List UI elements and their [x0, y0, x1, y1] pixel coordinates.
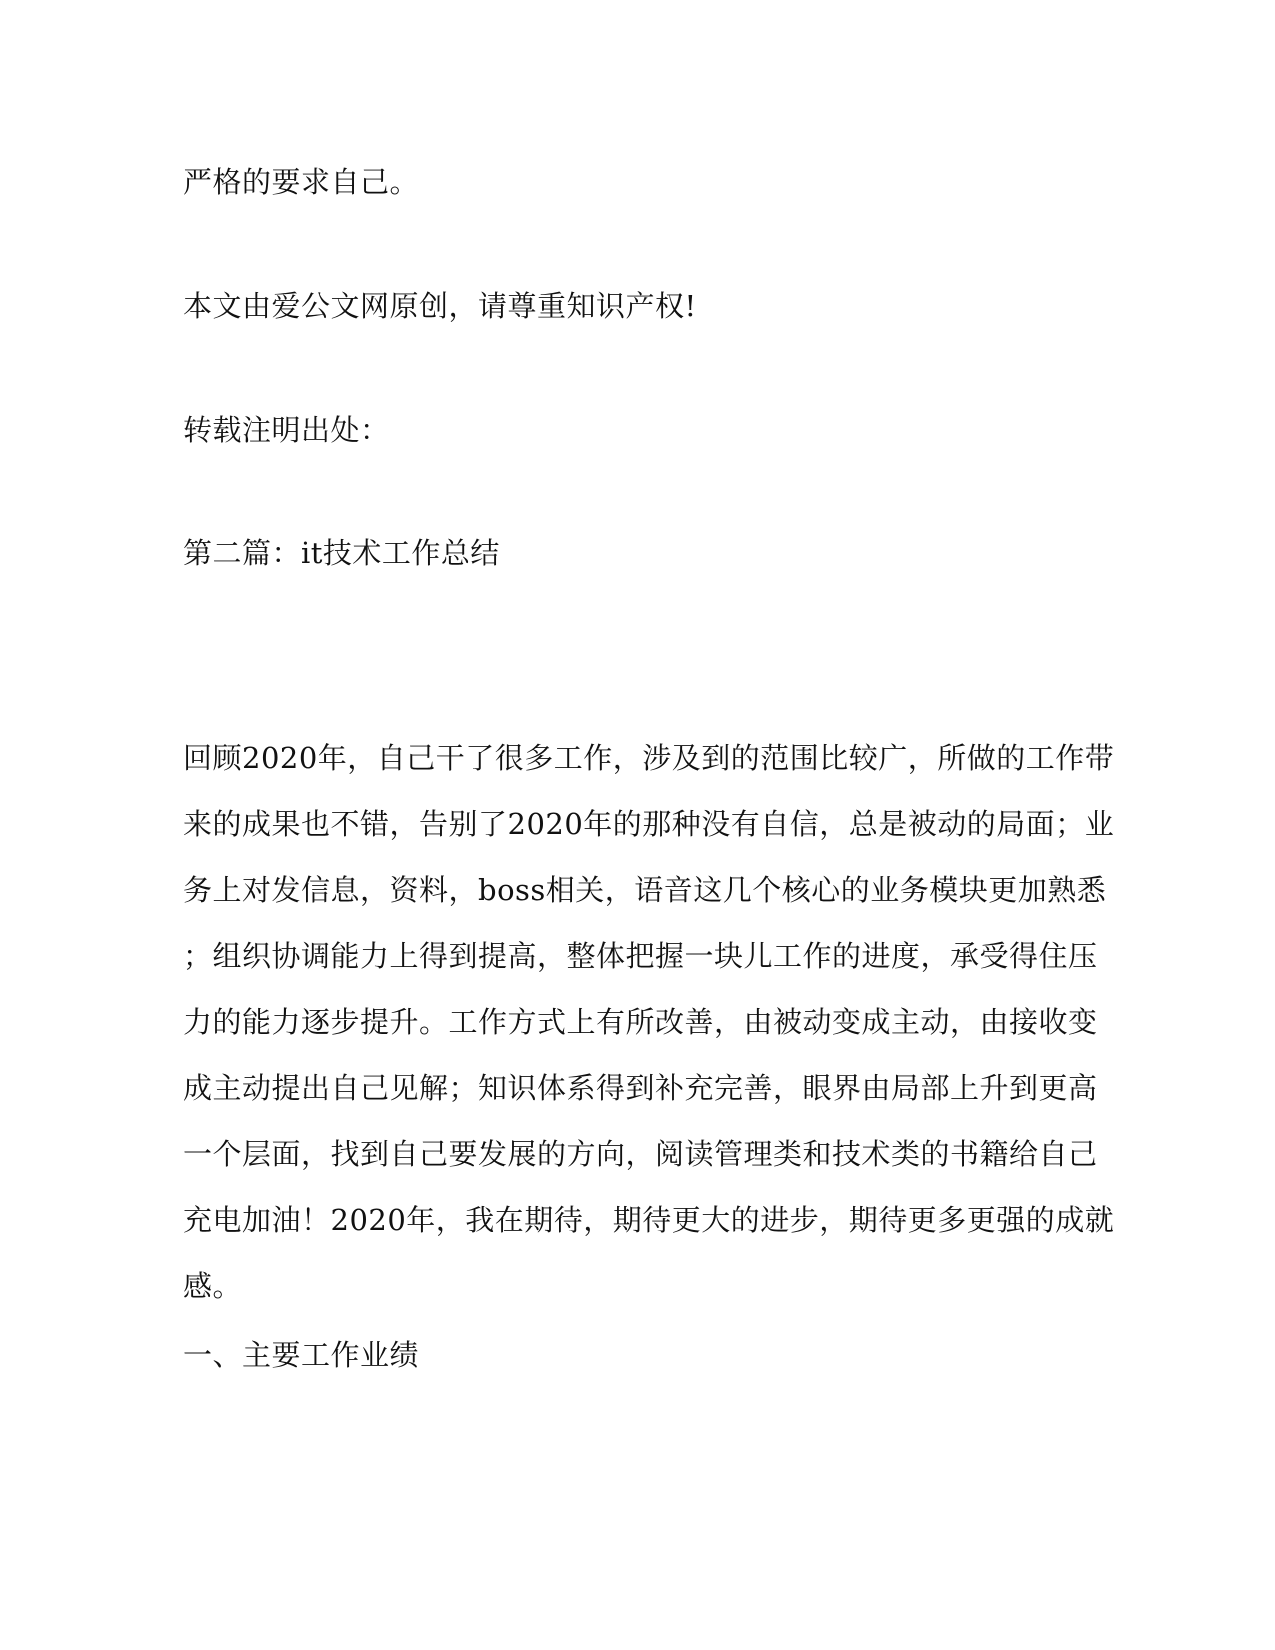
paragraph-line: 感。	[183, 1269, 243, 1303]
paragraph-line: 成主动提出自己见解；知识体系得到补充完善，眼界由局部上升到更高	[183, 1071, 1098, 1105]
body-paragraph	[183, 738, 1115, 1332]
paragraph-line: ；组织协调能力上得到提高，整体把握一块儿工作的进度，承受得住压	[183, 939, 1098, 973]
paragraph-line: 务上对发信息，资料，boss相关，语音这几个核心的业务模块更加熟悉	[183, 873, 1107, 907]
subheading: 一、主要工作业绩	[183, 1338, 420, 1372]
paragraph-line: 来的成果也不错，告别了2020年的那种没有自信，总是被动的局面；业	[183, 807, 1115, 841]
paragraph-line: 回顾2020年，自己干了很多工作，涉及到的范围比较广，所做的工作带	[183, 741, 1115, 775]
text-line-source-note: 转载注明出处：	[183, 413, 390, 447]
paragraph-line: 充电加油！2020年，我在期待，期待更大的进步，期待更多更强的成就	[183, 1203, 1115, 1237]
paragraph-line: 一个层面，找到自己要发展的方向，阅读管理类和技术类的书籍给自己	[183, 1137, 1098, 1171]
text-line-closing: 严格的要求自己。	[183, 165, 420, 199]
text-line-copyright: 本文由爱公文网原创，请尊重知识产权!	[183, 289, 697, 323]
section-title: 第二篇：it技术工作总结	[183, 536, 500, 570]
paragraph-line: 力的能力逐步提升。工作方式上有所改善，由被动变成主动，由接收变	[183, 1005, 1098, 1039]
